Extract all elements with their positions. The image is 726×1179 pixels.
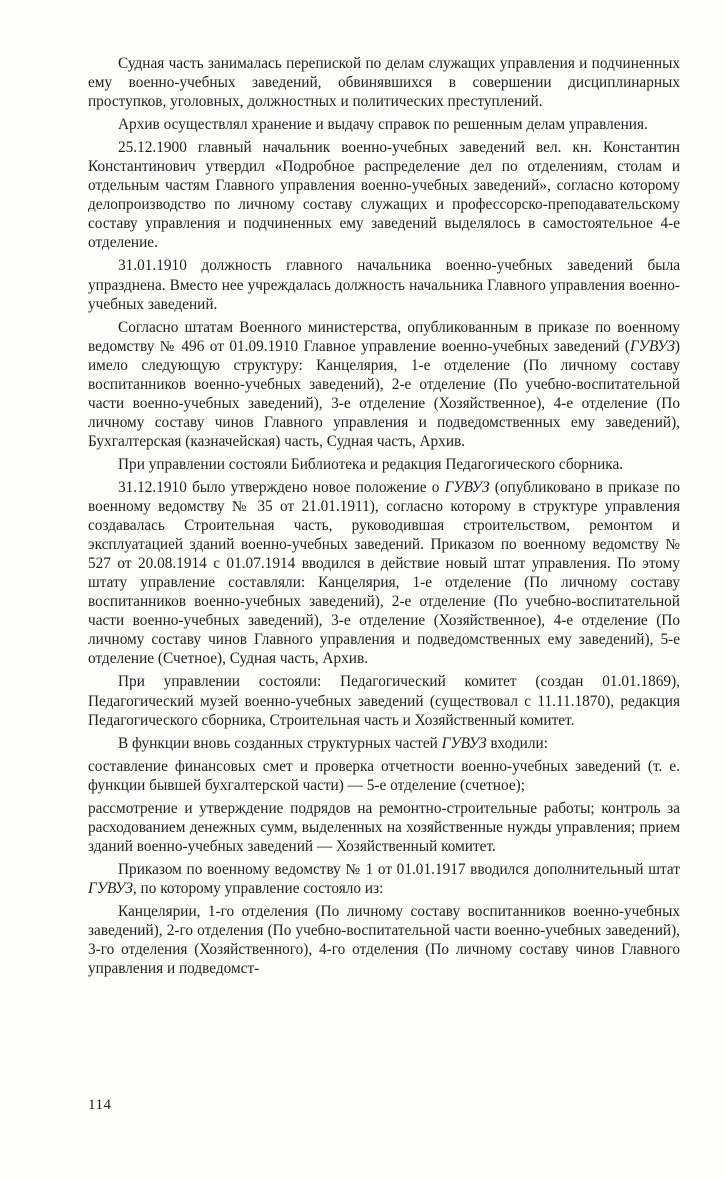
paragraph-1917-structure: Канцелярии, 1-го отделения (По личному составу воспитанников военно-учебных заведений), 2-го отделения (По учебно-воспитательной части военно-учебных заведений), 3-го отделения (Хозяйственного), 4-го отделения (По личному составу чинов Главного управления и подведомст- xyxy=(88,902,680,978)
paragraph-1910-structure: Согласно штатам Военного министерства, опубликованным в приказе по военному ведомству № 496 от 01.09.1910 Главное управление военно-учебных заведений (ГУВУЗ) имело следующую структуру: Канцелярия, 1-е отделение (По личному составу воспитанников военно-учебных заведений), 2-е отделение (По учебно-воспитательной части военно-учебных заведений), 3-е отделение (Хозяйственное), 4-е отделение (По личному составу чинов Главного управления и подведомственных ему заведений), Бухгалтерская (казначейская) часть, Судная часть, Архив. xyxy=(88,318,680,450)
paragraph-1917-order: Приказом по военному ведомству № 1 от 01.01.1917 вводился дополнительный штат ГУВУЗ, по которому управление состояло из: xyxy=(88,860,680,897)
paragraph-archive: Архив осуществлял хранение и выдачу справок по решенным делам управления. xyxy=(118,116,648,134)
paragraph-library: При управлении состояли Библиотека и редакция Педагогического сборника. xyxy=(118,455,624,473)
page-number: 114 xyxy=(88,1097,112,1113)
paragraph-function-economic: рассмотрение и утверждение подрядов на ремонтно-строительные работы; контроль за расходованием денежных сумм, выделенных на хозяйственные нужды управления; прием зданий военно-учебных заведений — Хозяйственный комитет. xyxy=(88,799,680,855)
paragraph-1900-distribution: 25.12.1900 главный начальник военно-учебных заведений вел. кн. Константин Константинович утвердил «Подробное распределение дел по отделениям, столам и отдельным частям Главного управления военно-учебных заведений», согласно которому делопроизводство по личному составу служащих и профессорско-преподавательскому составу управления и подчиненных ему заведений выделялось в самостоятельное 4-е отделение. xyxy=(88,139,680,252)
paragraph-1910-new-regulation: 31.12.1910 было утверждено новое положение о ГУВУЗ (опубликовано в приказе по военному ведомству № 35 от 21.01.1911), согласно которому в структуре управления создавалась Строительная часть, руководившая строительством, ремонтом и эксплуатацией зданий военно-учебных заведений. Приказом по военному ведомству № 527 от 20.08.1914 с 01.07.1914 вводился в действие новый штат управления. По этому штату управление составляли: Канцелярия, 1-е отделение (По личному составу воспитанников военно-учебных заведений), 2-е отделение (По учебно-воспитательной части военно-учебных заведений), 3-е отделение (Хозяйственное), 4-е отделение (По личному составу чинов Главного управления и подведомственных ему заведений), 5-е отделение (Счетное), Судная часть, Архив. xyxy=(88,478,680,668)
paragraph-attached-bodies: При управлении состояли: Педагогический комитет (создан 01.01.1869), Педагогический музей военно-учебных заведений (существовал с 11.11.1870), редакция Педагогического сборника, Строительная часть и Хозяйственный комитет. xyxy=(88,673,680,729)
paragraph-functions-intro: В функции вновь созданных структурных частей ГУВУЗ входили: xyxy=(118,734,548,752)
body-text xyxy=(88,54,680,978)
paragraph-function-accounting: составление финансовых смет и проверка отчетности военно-учебных заведений (т. е. функции бывшей бухгалтерской части) — 5-е отделение (счетное); xyxy=(88,757,680,794)
paragraph-1910-abolition: 31.01.1910 должность главного начальника военно-учебных заведений была упразднена. Вместо нее учреждалась должность начальника Главного управления военно-учебных заведений. xyxy=(88,257,680,313)
paragraph-court-section: Судная часть занималась перепиской по делам служащих управления и подчиненных ему военно-учебных заведений, обвинявшихся в совершении дисциплинарных проступков, уголовных, должностных и политических преступлений. xyxy=(88,55,680,111)
